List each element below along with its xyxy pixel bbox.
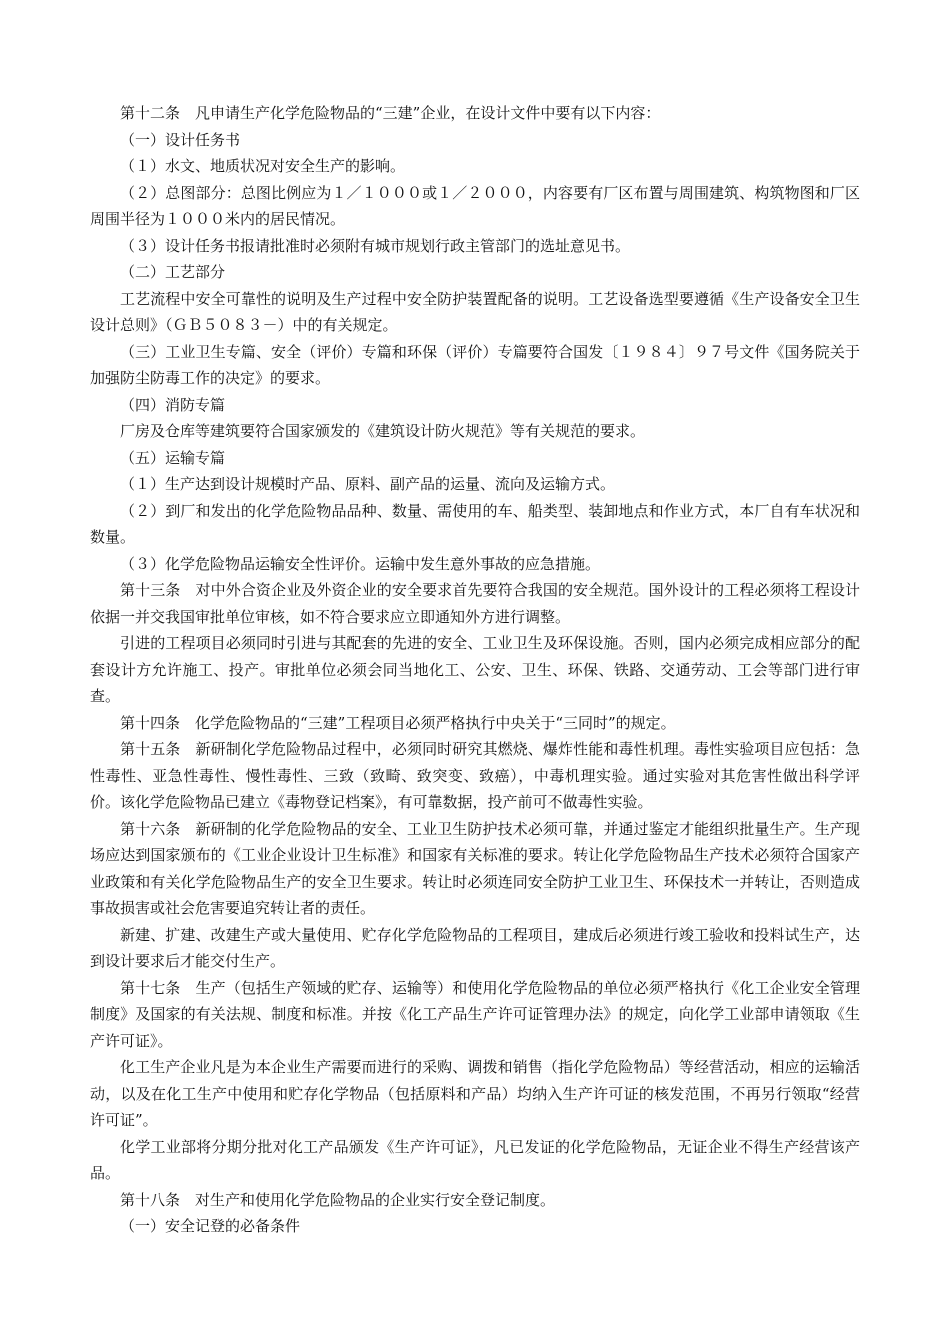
paragraph-process-safety: 工艺流程中安全可靠性的说明及生产过程中安全防护装置配备的说明。工艺设备选型要遵循《生产设备安全卫生设计总则》（ＧＢ５０８３－）中的有关规定。 xyxy=(90,289,860,334)
paragraph-article-18: 第十八条 对生产和使用化学危险物品的企业实行安全登记制度。 xyxy=(120,1190,556,1209)
paragraph-article-17: 第十七条 生产（包括生产领域的贮存、运输等）和使用化学危险物品的单位必须严格执行《化工企业安全管理制度》及国家的有关法规、制度和标准。并按《化工产品生产许可证管理办法》的规定，向化学工业部申请领取《生产许可证》。 xyxy=(90,978,860,1050)
paragraph-fire-heading: （四）消防专篇 xyxy=(120,395,226,414)
paragraph-article-15: 第十五条 新研制化学危险物品过程中，必须同时研究其燃烧、爆炸性能和毒性机理。毒性实验项目应包括：急性毒性、亚急性毒性、慢性毒性、三致（致畸、致突变、致癌），中毒机理实验。通过实验对其危害性做出科学评价。该化学危险物品已建立《毒物登记档案》，有可靠数据，投产前可不做毒性实验。 xyxy=(90,740,860,811)
paragraph-site-plan: （２）总图部分：总图比例应为１／１０００或１／２０００，内容要有厂区布置与周围建筑、构筑物图和厂区周围半径为１０００米内的居民情况。 xyxy=(90,183,860,228)
paragraph-completion-acceptance: 新建、扩建、改建生产或大量使用、贮存化学危险物品的工程项目，建成后必须进行竣工验收和投料试生产，达到设计要求后才能交付生产。 xyxy=(90,925,860,970)
paragraph-site-approval: （３）设计任务书报请批准时必须附有城市规划行政主管部门的选址意见书。 xyxy=(120,236,631,255)
paragraph-article-13: 第十三条 对中外合资企业及外资企业的安全要求首先要符合我国的安全规范。国外设计的工程必须将工程设计依据一并交我国审批单位审核，如不符合要求应立即通知外方进行调整。 xyxy=(90,581,860,626)
paragraph-license-issuance: 化学工业部将分期分批对化工产品颁发《生产许可证》，凡已发证的化学危险物品，无证企业不得生产经营该产品。 xyxy=(90,1137,860,1182)
paragraph-fire-code: 厂房及仓库等建筑要符合国家颁发的《建筑设计防火规范》等有关规范的要求。 xyxy=(120,422,646,440)
paragraph-transport-safety: （３）化学危险物品运输安全性评价。运输中发生意外事故的应急措施。 xyxy=(120,554,601,573)
paragraph-transport-vehicles: （２）到厂和发出的化学危险物品品种、数量、需使用的车、船类型、装卸地点和作业方式，本厂自有车状况和数量。 xyxy=(90,501,860,546)
paragraph-article-14: 第十四条 化学危险物品的“三建”工程项目必须严格执行中央关于“三同时”的规定。 xyxy=(120,713,676,732)
paragraph-business-license: 化工生产企业凡是为本企业生产需要而进行的采购、调拨和销售（指化学危险物品）等经营活动，相应的运输活动，以及在化工生产中使用和贮存化学物品（包括原料和产品）均纳入生产许可证的核发范围，不再另行领取“经营许可证”。 xyxy=(90,1058,860,1129)
paragraph-transport-heading: （五）运输专篇 xyxy=(120,448,226,467)
paragraph-imported-projects: 引进的工程项目必须同时引进与其配套的先进的安全、工业卫生及环保设施。否则，国内必须完成相应部分的配套设计方允许施工、投产。审批单位必须会同当地化工、公安、卫生、环保、铁路、交通劳动、工会等部门进行审查。 xyxy=(90,634,860,705)
paragraph-hydro-geology: （１）水文、地质状况对安全生产的影响。 xyxy=(120,157,406,175)
paragraph-article-16: 第十六条 新研制的化学危险物品的安全、工业卫生防护技术必须可靠，并通过鉴定才能组织批量生产。生产现场应达到国家颁布的《工业企业设计卫生标准》和国家有关标准的要求。转让化学危险物品生产技术必须符合国家产业政策和有关化学危险物品生产的安全卫生要求。转让时必须连同安全防护工业卫生、环保技术一并转让，否则造成事故损害或社会危害要追究转让者的责任。 xyxy=(90,819,860,917)
paragraph-registration-conditions: （一）安全记登的必备条件 xyxy=(120,1217,301,1235)
paragraph-hygiene-safety-env: （三）工业卫生专篇、安全（评价）专篇和环保（评价）专篇要符合国发〔１９８４〕９７号文件《国务院关于加强防尘防毒工作的决定》的要求。 xyxy=(90,342,860,387)
paragraph-transport-volume: （１）生产达到设计规模时产品、原料、副产品的运量、流向及运输方式。 xyxy=(120,475,616,493)
paragraph-article-12: 第十二条 凡申请生产化学危险物品的“三建”企业，在设计文件中要有以下内容： xyxy=(120,104,661,122)
document-page xyxy=(90,100,860,1240)
paragraph-process-heading: （二）工艺部分 xyxy=(120,263,226,281)
paragraph-design-task-heading: （一）设计任务书 xyxy=(120,130,241,149)
